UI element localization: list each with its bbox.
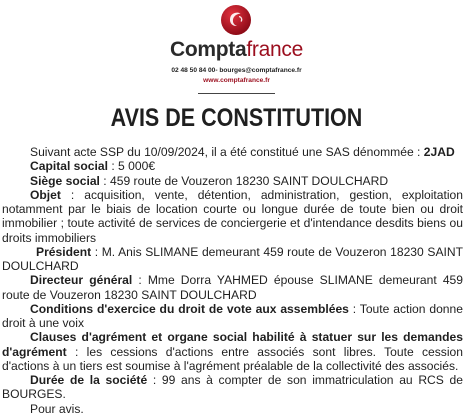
objet-label: Objet [30,187,61,202]
president-paragraph [2,245,463,274]
agrement-label: Clauses d'agrément et organe social habilité à statuer sur les demandes d'agrément [2,330,463,359]
siege-value: : 459 route de Vouzeron 18230 SAINT DOULCHARD [99,173,389,188]
capital-value: : 5 000€ [107,159,156,174]
notice-body [2,145,463,416]
comptafrance-logo-icon [220,4,252,36]
president-value: : M. Anis SLIMANE demeurant 459 route de Vouzeron 18230 SAINT DOULCHARD [2,244,463,273]
brand-name-part1: Compta [170,38,247,61]
siege-paragraph [2,174,463,188]
objet-value: : acquisition, vente, détention, administration, gestion, exploitation notamment par le biais de location courte ou longue durée de toute bien ou droit immobilier ; toute activité de services de conciergerie et d'intendance desdits biens ou droits immobiliers [2,187,463,245]
notice-title: AVIS DE CONSTITUTION [110,104,363,132]
dg-paragraph [2,273,463,302]
closing-paragraph: Pour avis. [30,401,84,416]
president-label: Président [36,244,92,259]
vote-value: : Toute action donne droit à une voix [2,301,463,330]
siege-label: Siège social [30,173,100,188]
header-divider [198,93,275,94]
brand-name [0,38,473,62]
company-name: 2JAD [423,145,455,159]
vote-label: Conditions d'exercice du droit de vote aux assemblées [30,301,349,316]
intro-text: Suivant acte SSP du 10/09/2024, il a été constitué une SAS dénommée : [30,145,424,159]
contact-line: 02 48 50 84 00- bourges@comptafrance.fr [171,67,302,74]
agrement-value: : les cessions d'actions entre associés sont libres. Toute cession d'actions à un tiers est soumise à l'agrément préalable de la collectivité des associés. [2,344,463,373]
website-link[interactable]: www.comptafrance.fr [203,77,270,84]
vote-paragraph [2,302,463,331]
dg-value: : Mme Dorra YAHMED épouse SLIMANE demeurant 459 route de Vouzeron 18230 SAINT DOULCHARD [2,273,463,302]
intro-paragraph [2,145,463,159]
duree-label: Durée de la société [30,373,148,387]
agrement-paragraph [2,330,463,373]
dg-label: Directeur général [30,273,133,288]
capital-paragraph [2,159,463,173]
duree-paragraph [2,373,463,402]
brand-name-part2: france [246,38,303,61]
duree-value: : 99 ans à compter de son immatriculation au RCS de BOURGES. [2,373,463,402]
capital-label: Capital social [30,159,108,174]
objet-paragraph [2,188,463,245]
